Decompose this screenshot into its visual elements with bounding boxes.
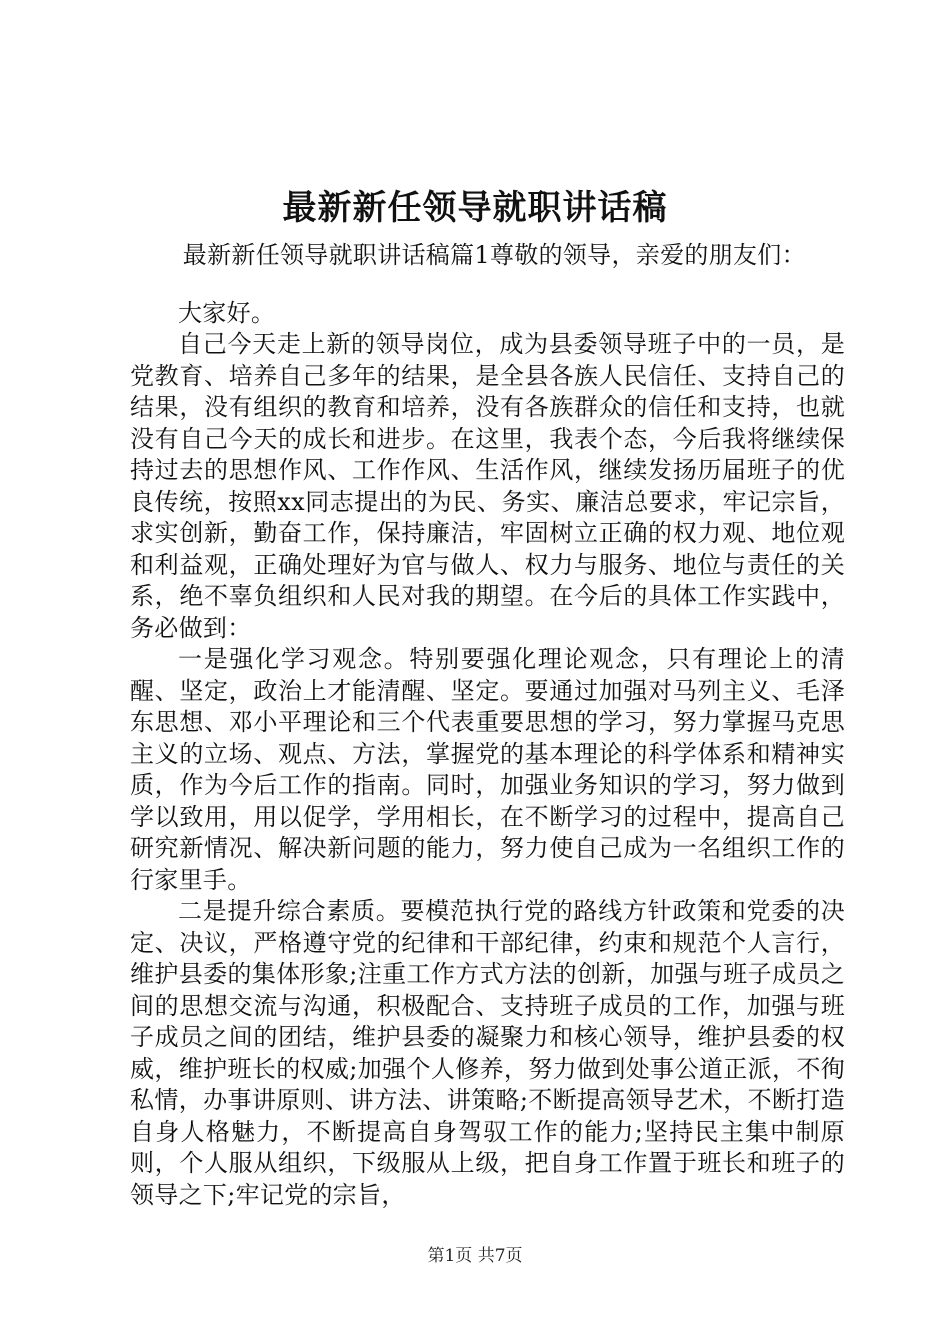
paragraph-point-two: 二是提升综合素质。要模范执行党的路线方针政策和党委的决定、决议，严格遵守党的纪律和干部纪律，约束和规范个人言行，维护县委的集体形象;注重工作方式方法的创新，加强与班子成员之间的思想交流与沟通，积极配合、支持班子成员的工作，加强与班子成员之间的团结，维护县委的凝聚力和核心领导，维护县委的权威，维护班长的权威;加强个人修养，努力做到处事公道正派，不徇私情，办事讲原则、讲方法、讲策略;不断提高领导艺术，不断打造自身人格魅力，不断提高自身驾驭工作的能力;坚持民主集中制原则，个人服从组织，下级服从上级，把自身工作置于班长和班子的领导之下;牢记党的宗旨， [130,897,845,1209]
paragraph-greeting: 大家好。 [178,298,276,327]
paragraph-opening: 最新新任领导就职讲话稿篇1尊敬的领导，亲爱的朋友们： [182,241,806,269]
document-body [130,240,845,1211]
paragraph-statement: 自己今天走上新的领导岗位，成为县委领导班子中的一员，是党教育、培养自己多年的结果，是全县各族人民信任、支持自己的结果，没有组织的教育和培养，没有各族群众的信任和支持，也就没有自己今天的成长和进步。在这里，我表个态，今后我将继续保持过去的思想作风、工作作风、生活作风，继续发扬历届班子的优良传统，按照xx同志提出的为民、务实、廉洁总要求，牢记宗旨，求实创新，勤奋工作，保持廉洁，牢固树立正确的权力观、地位观和利益观，正确处理好为官与做人、权力与服务、地位与责任的关系，绝不辜负组织和人民对我的期望。在今后的具体工作实践中，务必做到： [130,330,845,642]
paragraph-point-one: 一是强化学习观念。特别要强化理论观念，只有理论上的清醒、坚定，政治上才能清醒、坚定。要通过加强对马列主义、毛泽东思想、邓小平理论和三个代表重要思想的学习，努力掌握马克思主义的立场、观点、方法，掌握党的基本理论的科学体系和精神实质，作为今后工作的指南。同时，加强业务知识的学习，努力做到学以致用，用以促学，学用相长，在不断学习的过程中，提高自己研究新情况、解决新问题的能力，努力使自己成为一名组织工作的行家里手。 [130,645,845,894]
page-footer: 第1页 共7页 [427,1246,523,1266]
document-title: 最新新任领导就职讲话稿 [282,188,668,228]
